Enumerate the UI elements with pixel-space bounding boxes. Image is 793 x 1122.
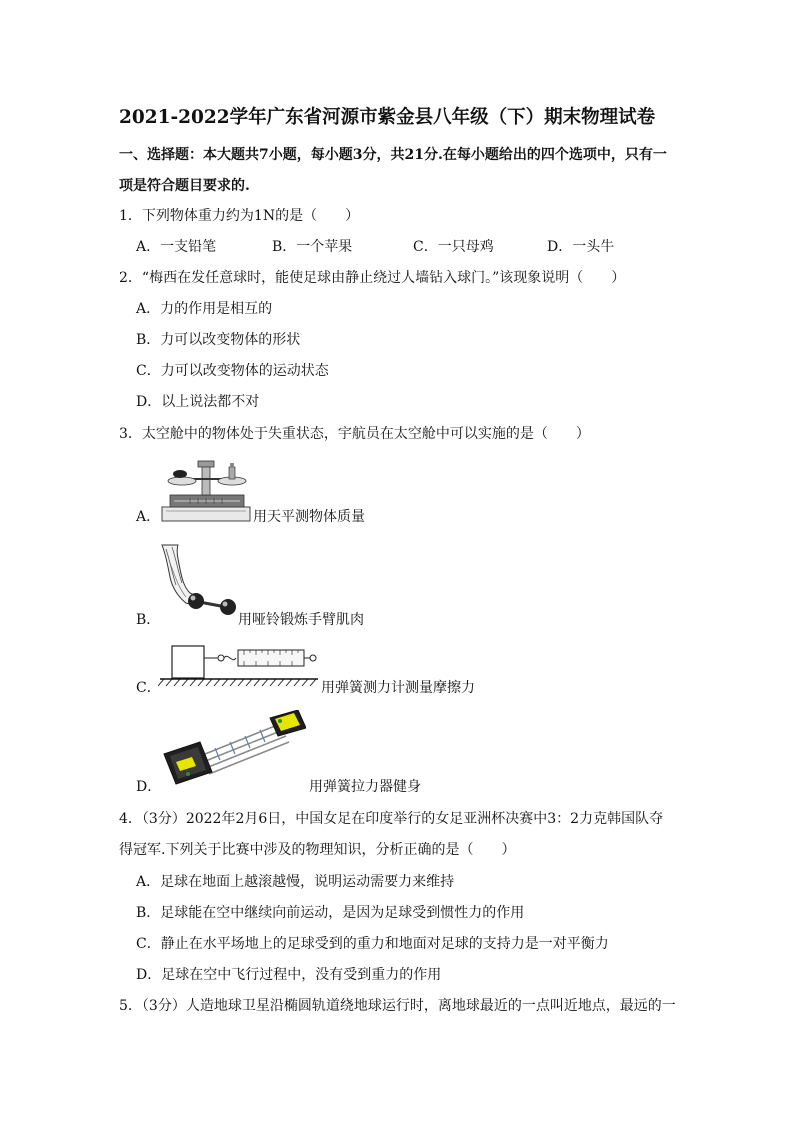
question-4-stem-line1: 4．（3分）2022年2月6日，中国女足在印度举行的女足亚洲杯决赛中3：2力克韩国队夺 xyxy=(119,811,664,827)
question-4-stem-line2: 得冠军.下列关于比赛中涉及的物理知识，分析正确的是（ ） xyxy=(119,842,516,858)
q4-option-b: B．足球能在空中继续向前运动，是因为足球受到惯性力的作用 xyxy=(136,905,525,921)
q3-option-c-text: 用弹簧测力计测量摩擦力 xyxy=(321,680,475,696)
question-3-stem: 3．太空舱中的物体处于失重状态，宇航员在太空舱中可以实施的是（ ） xyxy=(119,426,590,442)
section-heading-line2: 项是符合题目要求的. xyxy=(119,178,250,194)
q1-option-b: B．一个苹果 xyxy=(272,239,353,255)
page-title: 2021-2022学年广东省河源市紫金县八年级（下）期末物理试卷 xyxy=(119,107,656,128)
chest-expander-illustration xyxy=(160,710,306,786)
q3-option-b-letter: B． xyxy=(136,612,161,628)
section-heading-line1: 一、选择题：本大题共7小题，每小题3分，共21分.在每小题给出的四个选项中，只有一 xyxy=(119,147,667,163)
dumbbell-arm-illustration xyxy=(156,543,240,617)
q2-option-c: C．力可以改变物体的运动状态 xyxy=(136,363,329,379)
question-1-stem: 1．下列物体重力约为1N的是（ ） xyxy=(119,208,360,224)
q4-option-d: D．足球在空中飞行过程中，没有受到重力的作用 xyxy=(136,967,442,983)
q3-option-d-text: 用弹簧拉力器健身 xyxy=(309,779,421,795)
q3-option-d-letter: D． xyxy=(136,779,162,795)
q2-option-a: A．力的作用是相互的 xyxy=(136,301,273,317)
q4-option-c: C．静止在水平场地上的足球受到的重力和地面对足球的支持力是一对平衡力 xyxy=(136,936,609,952)
q3-option-a-letter: A． xyxy=(136,509,161,525)
q1-option-c: C．一只母鸡 xyxy=(413,239,494,255)
q3-option-b-text: 用哑铃锻炼手臂肌肉 xyxy=(238,612,364,628)
question-2-stem: 2．“梅西在发任意球时，能使足球由静止绕过人墙钻入球门。”该现象说明（ ） xyxy=(119,270,626,286)
balance-scale-illustration xyxy=(160,455,252,523)
q1-option-d: D．一头牛 xyxy=(547,239,615,255)
q3-option-c-letter: C． xyxy=(136,680,161,696)
q1-option-a: A．一支铅笔 xyxy=(136,239,217,255)
question-5-stem-line1: 5．（3分）人造地球卫星沿椭圆轨道绕地球运行时，离地球最近的一点叫近地点，最远的一 xyxy=(119,998,676,1014)
q2-option-b: B．力可以改变物体的形状 xyxy=(136,332,301,348)
q4-option-a: A．足球在地面上越滚越慢，说明运动需要力来维持 xyxy=(136,874,455,890)
spring-scale-friction-illustration xyxy=(158,642,320,688)
q3-option-a-text: 用天平测物体质量 xyxy=(253,509,365,525)
q2-option-d: D．以上说法都不对 xyxy=(136,394,260,410)
